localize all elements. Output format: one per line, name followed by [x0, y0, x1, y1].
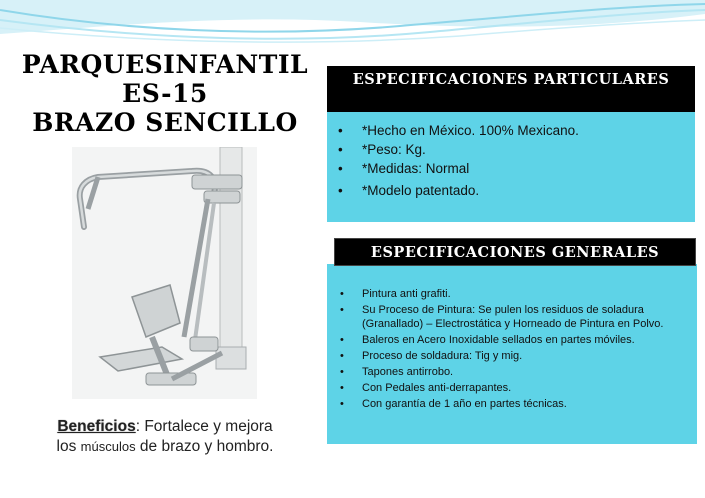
particular-specs-list: [330, 121, 690, 200]
title-line-3: BRAZO SENCILLO: [32, 108, 298, 137]
bullet-icon: •: [338, 161, 343, 176]
list-item-text: *Modelo patentado.: [362, 183, 480, 198]
list-item-text: Su Proceso de Pintura: Se pulen los residuos de soladura (Granallado) – Electrostática y Horneado de Pintura en Polvo.: [362, 304, 664, 330]
list-item-text: Con Pedales anti-derrapantes.: [362, 382, 512, 394]
bullet-icon: •: [340, 334, 344, 346]
particular-specs-heading: ESPECIFICACIONES PARTICULARES: [327, 66, 695, 112]
benefits-text-2: los: [56, 438, 81, 455]
benefits-text-3: de brazo y hombro.: [135, 438, 274, 455]
list-item: [332, 303, 694, 331]
general-specs-list: [332, 287, 694, 413]
list-item-text: *Medidas: Normal: [362, 161, 470, 176]
benefits-label: Beneficios: [57, 418, 136, 435]
list-item-text: *Hecho en México. 100% Mexicano.: [362, 123, 579, 138]
list-item: [332, 397, 694, 411]
bullet-icon: •: [340, 366, 344, 378]
list-item: [330, 121, 690, 140]
general-specs-heading: ESPECIFICACIONES GENERALES: [334, 238, 696, 266]
bullet-icon: •: [338, 123, 343, 138]
list-item-text: Con garantía de 1 año en partes técnicas.: [362, 398, 567, 410]
list-item-text: *Peso: Kg.: [362, 142, 426, 157]
list-item: [330, 140, 690, 159]
product-image: [72, 147, 257, 399]
bullet-icon: •: [338, 142, 343, 157]
list-item: [332, 333, 694, 347]
list-item: [330, 181, 690, 200]
list-item-text: Proceso de soldadura: Tig y mig.: [362, 350, 523, 362]
bullet-icon: •: [340, 304, 344, 316]
list-item: [330, 159, 690, 178]
title-line-1: PARQUESINFANTIL: [21, 50, 309, 79]
bullet-icon: •: [340, 398, 344, 410]
bullet-icon: •: [340, 350, 344, 362]
list-item-text: Baleros en Acero Inoxidable sellados en partes móviles.: [362, 334, 635, 346]
decorative-top-waves: [0, 0, 705, 48]
title-line-2: ES-15: [122, 79, 208, 108]
list-item: [332, 365, 694, 379]
benefits-text: [6, 417, 324, 457]
bullet-icon: •: [340, 382, 344, 394]
product-title: [6, 50, 324, 137]
list-item-text: Pintura anti grafiti.: [362, 288, 451, 300]
exercise-machine-illustration: [72, 147, 257, 399]
bullet-icon: •: [340, 288, 344, 300]
list-item: [332, 349, 694, 363]
list-item: [332, 381, 694, 395]
list-item: [332, 287, 694, 301]
benefits-text-1: : Fortalece y mejora: [135, 418, 273, 435]
list-item-text: Tapones antirrobo.: [362, 366, 454, 378]
bullet-icon: •: [338, 183, 343, 198]
benefits-text-small: músculos: [80, 439, 136, 454]
